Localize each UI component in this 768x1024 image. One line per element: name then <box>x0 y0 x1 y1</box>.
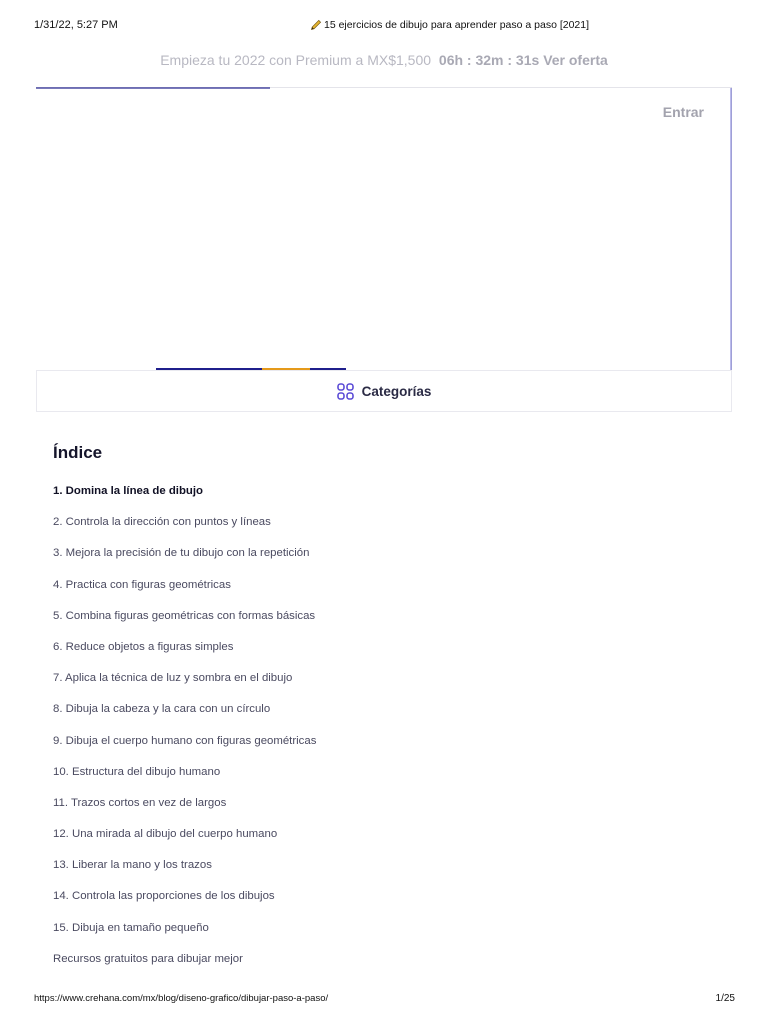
index-item[interactable]: 6. Reduce objetos a figuras simples <box>53 640 234 653</box>
login-button[interactable]: Entrar <box>662 104 704 120</box>
print-date: 1/31/22, 5:27 PM <box>34 19 118 31</box>
index-item[interactable]: 15. Dibuja en tamaño pequeño <box>53 921 209 934</box>
index-title: Índice <box>53 443 103 462</box>
print-page-number: 1/25 <box>715 993 735 1004</box>
hero-decoration <box>36 87 270 89</box>
index-item[interactable]: 10. Estructura del dibujo humano <box>53 765 221 778</box>
index-item[interactable]: 7. Aplica la técnica de luz y sombra en el dibujo <box>53 672 293 685</box>
print-title-text: 15 ejercicios de dibujo para aprender paso a paso [2021] <box>324 19 590 31</box>
index-item[interactable]: 4. Practica con figuras geométricas <box>53 578 231 591</box>
categories-label: Categorías <box>361 383 432 399</box>
print-footer-url: https://www.crehana.com/mx/blog/diseno-grafico/dibujar-paso-a-paso/ <box>34 993 329 1004</box>
index-item[interactable]: 12. Una mirada al dibujo del cuerpo humano <box>53 828 278 841</box>
promo-timer <box>439 52 608 68</box>
grid-icon <box>337 383 354 400</box>
index-item[interactable]: 2. Controla la dirección con puntos y líneas <box>53 516 271 529</box>
index-item[interactable]: 14. Controla las proporciones de los dibujos <box>53 890 275 903</box>
promo-banner[interactable] <box>0 52 768 68</box>
index-item[interactable]: 3. Mejora la precisión de tu dibujo con la repetición <box>53 547 310 560</box>
print-title <box>310 19 589 31</box>
print-header <box>0 0 768 40</box>
hero-banner <box>36 87 732 370</box>
index-item[interactable]: 13. Liberar la mano y los trazos <box>53 859 212 872</box>
index-list <box>53 483 316 982</box>
promo-cta-link[interactable]: Ver oferta <box>543 52 608 68</box>
index-item[interactable]: 8. Dibuja la cabeza y la cara con un círculo <box>53 703 271 716</box>
categories-button[interactable] <box>36 370 732 412</box>
index-item[interactable]: 9. Dibuja el cuerpo humano con figuras geométricas <box>53 734 317 747</box>
index-item[interactable]: 5. Combina figuras geométricas con formas básicas <box>53 609 316 622</box>
index-item[interactable]: Recursos gratuitos para dibujar mejor <box>53 952 243 965</box>
promo-text: Empieza tu 2022 con Premium a MX$1,500 <box>160 52 432 68</box>
promo-countdown: 06h : 32m : 31s <box>438 52 540 68</box>
hero-decoration <box>730 88 732 371</box>
index-item[interactable]: 11. Trazos cortos en vez de largos <box>53 796 227 809</box>
pencil-icon <box>310 19 322 31</box>
index-item[interactable]: 1. Domina la línea de dibujo <box>53 485 204 497</box>
